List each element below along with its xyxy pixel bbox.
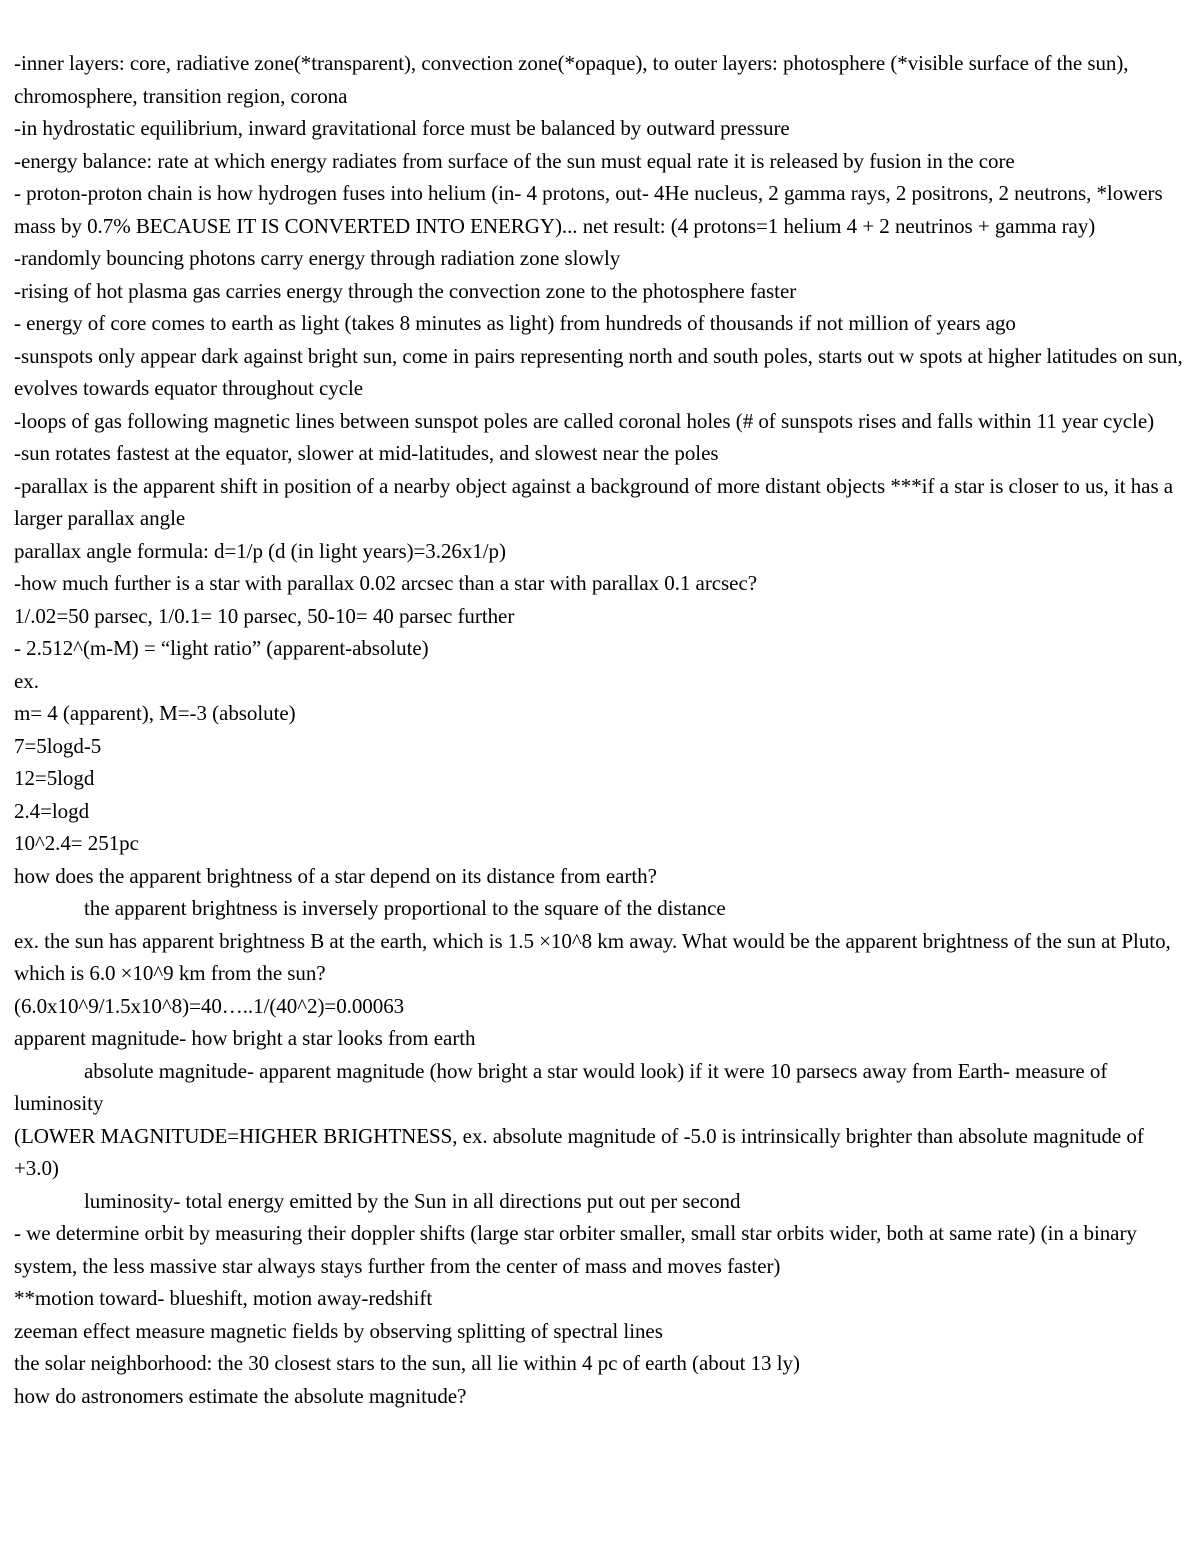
note-line: - 2.512^(m-M) = “light ratio” (apparent-absolute) bbox=[14, 636, 429, 660]
note-line: -loops of gas following magnetic lines between sunspot poles are called coronal holes (# of sunspots rises and falls within 11 year cycle) bbox=[14, 408, 1155, 433]
note-line: the solar neighborhood: the 30 closest stars to the sun, all lie within 4 pc of earth (about 13 ly) bbox=[14, 1351, 800, 1375]
note-line: (LOWER MAGNITUDE=HIGHER BRIGHTNESS, ex. absolute magnitude of -5.0 is intrinsically brighter than absolute magnitude of +3.0) bbox=[14, 1123, 1144, 1180]
note-line: m= 4 (apparent), M=-3 (absolute) bbox=[14, 701, 296, 725]
note-line: ex. bbox=[14, 668, 39, 693]
note-line: 2.4=logd bbox=[14, 798, 90, 823]
note-line-indented: the apparent brightness is inversely proportional to the square of the distance bbox=[84, 896, 726, 920]
note-line: -how much further is a star with parallax 0.02 arcsec than a star with parallax 0.1 arcsec? bbox=[14, 571, 757, 595]
note-line: -inner layers: core, radiative zone(*transparent), convection zone(*opaque), to outer layers: photosphere (*visible surface of the sun), chromosphere, transition region, corona bbox=[14, 51, 1129, 108]
note-line: - we determine orbit by measuring their doppler shifts (large star orbiter smaller, small star orbits wider, both at same rate) (in a binary system, the less massive star always stays further from the center of mass and moves faster) bbox=[14, 1221, 1137, 1278]
note-line: -energy balance: rate at which energy radiates from surface of the sun must equal rate it is released by fusion in the core bbox=[14, 148, 1015, 173]
note-line: 7=5logd-5 bbox=[14, 733, 102, 758]
note-line: -parallax is the apparent shift in position of a nearby object against a background of more distant objects ***if a star is closer to us, it has a larger parallax angle bbox=[14, 473, 1174, 530]
note-line: how does the apparent brightness of a star depend on its distance from earth? bbox=[14, 863, 657, 888]
note-line: -rising of hot plasma gas carries energy through the convection zone to the photosphere faster bbox=[14, 278, 797, 303]
note-line: 10^2.4= 251pc bbox=[14, 831, 139, 855]
note-line: 1/.02=50 parsec, 1/0.1= 10 parsec, 50-10= 40 parsec further bbox=[14, 603, 515, 628]
note-line: how do astronomers estimate the absolute magnitude? bbox=[14, 1383, 467, 1408]
note-line: apparent magnitude- how bright a star looks from earth bbox=[14, 1026, 476, 1050]
note-line: parallax angle formula: d=1/p (d (in light years)=3.26x1/p) bbox=[14, 538, 506, 563]
note-line: -randomly bouncing photons carry energy through radiation zone slowly bbox=[14, 246, 621, 270]
note-line-hanging: absolute magnitude- apparent magnitude (how bright a star would look) if it were 10 parsecs away from Earth- measure of luminosity bbox=[14, 1058, 1108, 1115]
note-line: -sun rotates fastest at the equator, slower at mid-latitudes, and slowest near the poles bbox=[14, 441, 719, 465]
note-line: (6.0x10^9/1.5x10^8)=40…..1/(40^2)=0.00063 bbox=[14, 993, 405, 1018]
note-line: - proton-proton chain is how hydrogen fuses into helium (in- 4 protons, out- 4He nucleus, 2 gamma rays, 2 positrons, 2 neutrons, *lowers mass by 0.7% BECAUSE IT IS CONVERTED INTO ENERGY)... net result: (4 protons=1 helium 4 + 2 neutrinos + gamma ray) bbox=[14, 181, 1163, 238]
note-line-indented: luminosity- total energy emitted by the Sun in all directions put out per second bbox=[84, 1188, 741, 1213]
note-line: ex. the sun has apparent brightness B at the earth, which is 1.5 ×10^8 km away. What would be the apparent brightness of the sun at Pluto, which is 6.0 ×10^9 km from the sun? bbox=[14, 928, 1171, 985]
note-line: -sunspots only appear dark against bright sun, come in pairs representing north and south poles, starts out w spots at higher latitudes on sun, evolves towards equator throughout cycle bbox=[14, 343, 1183, 400]
note-line: **motion toward- blueshift, motion away-redshift bbox=[14, 1286, 433, 1310]
note-line: - energy of core comes to earth as light (takes 8 minutes as light) from hundreds of thousands if not million of years ago bbox=[14, 311, 1016, 335]
note-line: 12=5logd bbox=[14, 766, 95, 790]
note-line: zeeman effect measure magnetic fields by observing splitting of spectral lines bbox=[14, 1318, 663, 1343]
note-line: -in hydrostatic equilibrium, inward gravitational force must be balanced by outward pressure bbox=[14, 116, 790, 140]
